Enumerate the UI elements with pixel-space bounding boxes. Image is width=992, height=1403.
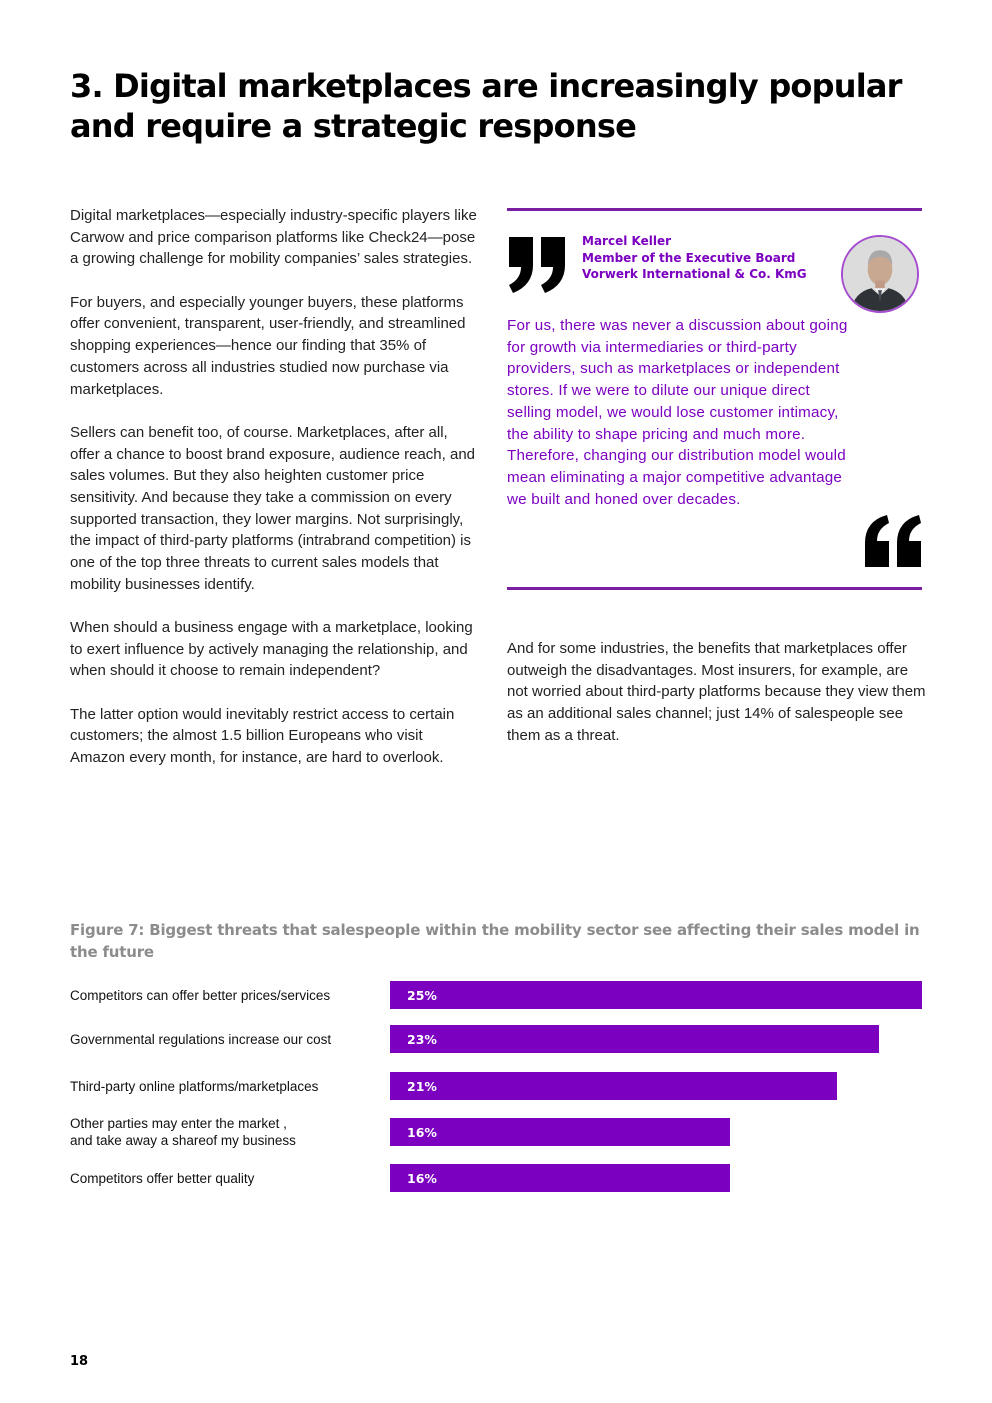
bar	[390, 1118, 730, 1146]
quote-text: For us, there was never a discussion about going for growth via intermediaries or third-party providers, such as marketplaces or independent stores. If we were to dilute our unique direct selling model, we would lose customer intimacy, the ability to shape pricing and much more. Therefore, changing our distribution model would mean eliminating a major competitive advantage we built and honed over decades.	[507, 317, 848, 508]
bar-value-label: 16%	[407, 1124, 437, 1140]
body-paragraph: And for some industries, the benefits that marketplaces offer outweigh the disadvantages. Most insurers, for example, are not worried about third-party platforms because they view them as an additional sales channel; just 14% of salespeople see them as a threat.	[507, 640, 926, 744]
right-column	[507, 638, 927, 768]
quote-speaker	[582, 233, 832, 283]
figure-title: Figure 7: Biggest threats that salespeople within the mobility sector see affecting their sales model in the future	[70, 921, 920, 961]
bar-label: Competitors offer better quality	[70, 1170, 255, 1186]
speaker-company: Vorwerk International & Co. KmG	[582, 267, 807, 281]
bar-label: Third-party online platforms/marketplaces	[70, 1078, 319, 1094]
avatar	[841, 235, 919, 313]
bar-value-label: 25%	[407, 987, 437, 1003]
open-quote-icon	[507, 215, 569, 295]
bar-label: Competitors can offer better prices/services	[70, 987, 331, 1003]
left-column	[70, 205, 478, 790]
bar-value-label: 21%	[407, 1078, 437, 1094]
bar-value-label: 23%	[407, 1031, 437, 1047]
bar	[390, 1164, 730, 1192]
pull-quote	[507, 208, 922, 590]
speaker-name: Marcel Keller	[582, 234, 672, 248]
bar-value-label: 16%	[407, 1170, 437, 1186]
page-number: 18	[70, 1354, 89, 1369]
bar-label: Governmental regulations increase our cost	[70, 1031, 332, 1047]
bar-label: Other parties may enter the market , and take away a shareof my business	[70, 1116, 296, 1148]
body-paragraph: Sellers can benefit too, of course. Marketplaces, after all, offer a chance to boost brand exposure, audience reach, and sales volumes. But they also heighten customer price sensitivity. And because they take a commission on every supported transaction, they lower margins. Not surprisingly, the impact of third-party platforms (intrabrand competition) is one of the top three threats to current sales models that mobility businesses identify.	[70, 423, 476, 593]
portrait-image	[843, 237, 917, 311]
body-paragraph: The latter option would inevitably restrict access to certain customers; the almost 1.5 billion Europeans who visit Amazon every month, for instance, are hard to overlook.	[70, 705, 455, 767]
page-title: 3. Digital marketplaces are increasingly popular and require a strategic response	[70, 67, 902, 145]
body-paragraph: For buyers, and especially younger buyers, these platforms offer convenient, transparent, user-friendly, and streamlined shopping experiences—hence our finding that 35% of customers across all industries studied now purchase via marketplaces.	[70, 293, 466, 398]
speaker-role: Member of the Executive Board	[582, 250, 796, 265]
bar	[390, 1025, 879, 1053]
close-quote-icon	[859, 513, 921, 569]
bar	[390, 1072, 837, 1100]
body-paragraph: When should a business engage with a marketplace, looking to exert influence by actively managing the relationship, and when should it choose to remain independent?	[70, 619, 473, 680]
bar	[390, 981, 922, 1009]
body-paragraph: Digital marketplaces—especially industry-specific players like Carwow and price comparison platforms like Check24—pose a growing challenge for mobility companies’ sales strategies.	[70, 207, 477, 268]
